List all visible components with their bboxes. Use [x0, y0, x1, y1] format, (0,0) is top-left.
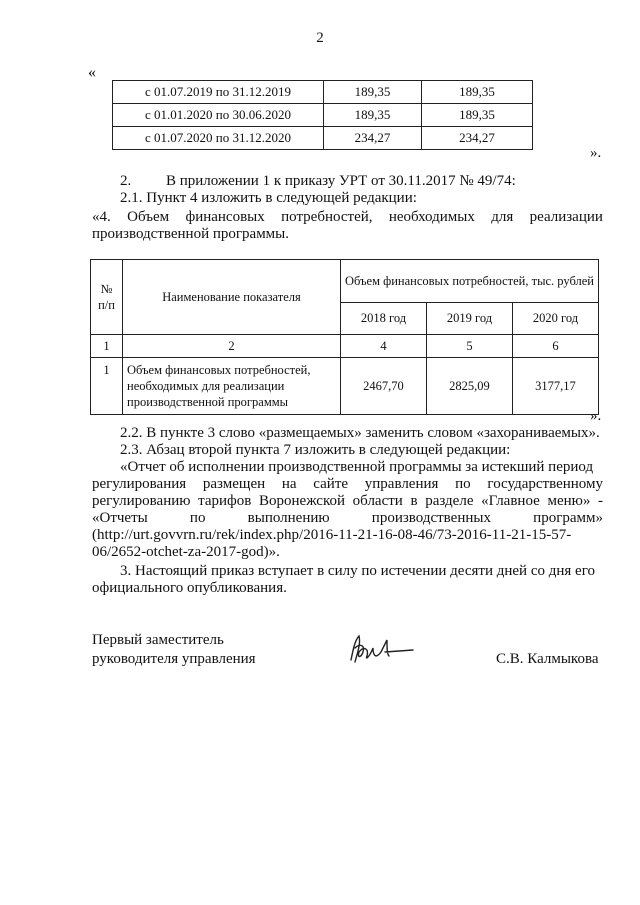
- close-quote: ».: [590, 408, 602, 424]
- period-cell: с 01.07.2020 по 31.12.2020: [113, 127, 324, 150]
- header-year: 2020 год: [512, 302, 598, 334]
- quote-heading-line: [92, 209, 603, 226]
- header-num: № п/п: [91, 260, 123, 335]
- period-cell: с 01.07.2019 по 31.12.2019: [113, 81, 324, 104]
- quote-word: потребностей,: [281, 209, 373, 225]
- row-value: 2825,09: [426, 358, 512, 415]
- report-url-line: (http://urt.govvrn.ru/rek/index.php/2016-11-21-16-08-46/73-2016-11-21-15-57-: [92, 527, 572, 543]
- value-cell: 189,35: [422, 104, 533, 127]
- value-cell: 189,35: [324, 104, 422, 127]
- report-url-line: 06/2652-otchet-za-2017-god)».: [92, 544, 280, 560]
- header-year: 2018 год: [341, 302, 427, 334]
- quote-word: реализации: [529, 209, 603, 225]
- item-2-number: 2.: [120, 173, 132, 189]
- header-year: 2019 год: [426, 302, 512, 334]
- col-number: 4: [341, 335, 427, 358]
- signatory-name: С.В. Калмыкова: [496, 651, 599, 667]
- item-2-2-text: 2.2. В пункте 3 слово «размещаемых» заменить словом «захораниваемых».: [120, 425, 600, 441]
- table-row: [91, 358, 599, 415]
- item-3-text-2: официального опубликования.: [92, 580, 287, 596]
- open-quote: «: [88, 64, 96, 81]
- quote-word: для: [491, 209, 514, 225]
- item-2-1-text: 2.1. Пункт 4 изложить в следующей редакции:: [120, 190, 417, 206]
- rates-table: [112, 80, 533, 150]
- row-name: Объем финансовых потребностей, необходимых для реализации производственной программы: [123, 358, 341, 415]
- quote-word: «4.: [92, 209, 111, 225]
- header-name: Наименование показателя: [123, 260, 341, 335]
- item-3-text: 3. Настоящий приказ вступает в силу по истечении десяти дней со дня его: [120, 563, 595, 579]
- financial-needs-table: [90, 259, 599, 415]
- table-row: [91, 335, 599, 358]
- row-value: 2467,70: [341, 358, 427, 415]
- close-quote: ».: [590, 145, 602, 161]
- handwritten-signature: [345, 630, 415, 668]
- value-cell: 189,35: [324, 81, 422, 104]
- col-number: 1: [91, 335, 123, 358]
- row-num: 1: [91, 358, 123, 415]
- row-value: 3177,17: [512, 358, 598, 415]
- value-cell: 189,35: [422, 81, 533, 104]
- header-volume: Объем финансовых потребностей, тыс. рублей: [341, 260, 599, 303]
- item-2-text: В приложении 1 к приказу УРТ от 30.11.2017 № 49/74:: [166, 173, 516, 189]
- report-line: «Отчеты по выполнению производственных программ»: [92, 510, 603, 526]
- table-row: [113, 81, 533, 104]
- table-header-row: [91, 260, 599, 303]
- report-line: регулированию тарифов Воронежской области в разделе «Главное меню» -: [92, 493, 603, 509]
- item-2-3-text: 2.3. Абзац второй пункта 7 изложить в следующей редакции:: [120, 442, 511, 458]
- quote-word: Объем: [127, 209, 170, 225]
- quote-word: финансовых: [185, 209, 265, 225]
- table-row: [113, 104, 533, 127]
- period-cell: с 01.01.2020 по 30.06.2020: [113, 104, 324, 127]
- quote-word: необходимых: [388, 209, 475, 225]
- page-number: 2: [316, 30, 324, 46]
- value-cell: 234,27: [422, 127, 533, 150]
- signatory-title-2: руководителя управления: [92, 651, 256, 667]
- table-row: [113, 127, 533, 150]
- signatory-title: Первый заместитель: [92, 632, 224, 648]
- quote-heading-line-2: производственной программы.: [92, 226, 290, 242]
- col-number: 6: [512, 335, 598, 358]
- value-cell: 234,27: [324, 127, 422, 150]
- report-line: регулирования размещен на сайте управления по государственному: [92, 476, 603, 492]
- col-number: 2: [123, 335, 341, 358]
- col-number: 5: [426, 335, 512, 358]
- report-line: «Отчет об исполнении производственной программы за истекший период: [120, 459, 594, 475]
